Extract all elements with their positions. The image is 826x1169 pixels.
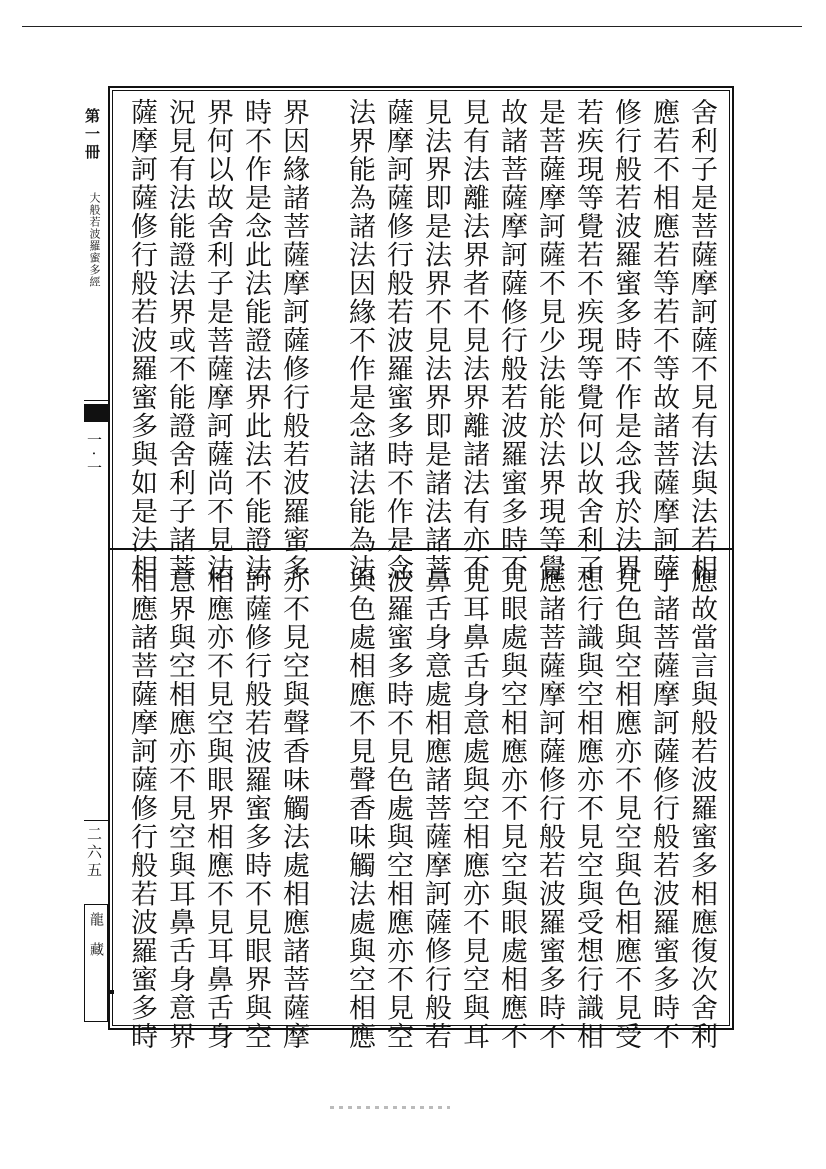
section-number: 一·一 (85, 432, 103, 479)
upper-text-column: 舍利子是菩薩摩訶薩不見有法與法若相 (686, 98, 717, 583)
margin-fishtail-block (84, 404, 108, 422)
upper-text-column: 薩摩訶薩修行般若波羅蜜多時不作是念 (382, 98, 413, 583)
margin-rule (84, 400, 108, 401)
upper-text-column: 況見有法能證法界或不能證舍利子諸菩 (164, 98, 195, 583)
upper-text-column: 界因緣諸菩薩摩訶薩修行般若波羅蜜多 (278, 98, 309, 583)
collection-mark: 龍藏 (88, 912, 104, 972)
upper-text-column: 見法界即是法界不見法界即是諸法諸菩 (420, 98, 451, 583)
lower-text-column: 相應亦不見空與眼界相應不見耳鼻舌身 (202, 566, 233, 1051)
upper-text-column: 應若不相應若等若不等故諸菩薩摩訶薩 (648, 98, 679, 583)
lower-text-column: 波羅蜜多時不見色處與空相應亦不見空 (382, 566, 413, 1051)
lower-text-column: 亦不見空與聲香味觸法處相應諸菩薩摩 (278, 566, 309, 1051)
upper-text-column: 修行般若波羅蜜多時不作是念我於法界 (610, 98, 641, 583)
volume-label: 第一冊 (83, 108, 101, 162)
lower-text-column: 見眼處與空相應亦不見空與眼處相應不 (496, 566, 527, 1051)
lower-text-column: 想行識與空相應亦不見空與受想行識相 (572, 566, 603, 1051)
upper-text-column: 法界能為諸法因緣不作是念諸法能為法 (344, 98, 375, 583)
page-number: 二六五 (85, 826, 103, 880)
lower-text-column: 見耳鼻舌身意處與空相應亦不見空與耳 (458, 566, 489, 1051)
top-rule (22, 26, 802, 27)
upper-text-column: 見有法離法界者不見法界離諸法有亦不 (458, 98, 489, 583)
lower-text-column: 應諸菩薩摩訶薩修行般若波羅蜜多時不 (534, 566, 565, 1051)
lower-text-column: 訶薩修行般若波羅蜜多時不見眼界與空 (240, 566, 271, 1051)
margin-rule (84, 820, 108, 821)
upper-text-column: 薩摩訶薩修行般若波羅蜜多與如是法相 (126, 98, 157, 583)
upper-text-column: 是菩薩摩訶薩不見少法能於法界現等覺 (534, 98, 565, 583)
upper-text-column: 故諸菩薩摩訶薩修行般若波羅蜜多時不 (496, 98, 527, 583)
lower-text-column: 應故當言與般若波羅蜜多相應復次舍利 (686, 566, 717, 1051)
upper-text-column: 時不作是念此法能證法界此法不能證法 (240, 98, 271, 583)
lower-text-column: 鼻舌身意處相應諸菩薩摩訶薩修行般若 (420, 566, 451, 1051)
lower-text-column: 相應諸菩薩摩訶薩修行般若波羅蜜多時 (126, 566, 157, 1051)
upper-text-column: 若疾現等覺若不疾現等覺何以故舍利子 (572, 98, 603, 583)
sutra-title: 大般若波羅蜜多經 (88, 192, 101, 288)
lower-text-column: 與色處相應不見聲香味觸法處與空相應 (344, 566, 375, 1051)
upper-text-column: 界何以故舍利子是菩薩摩訶薩尚不見法 (202, 98, 233, 583)
lower-text-column: 見色與空相應亦不見空與色相應不見受 (610, 566, 641, 1051)
lower-text-column: 意界與空相應亦不見空與耳鼻舌身意界 (164, 566, 195, 1051)
scan-smudge (330, 1106, 450, 1109)
lower-text-column: 子諸菩薩摩訶薩修行般若波羅蜜多時不 (648, 566, 679, 1051)
